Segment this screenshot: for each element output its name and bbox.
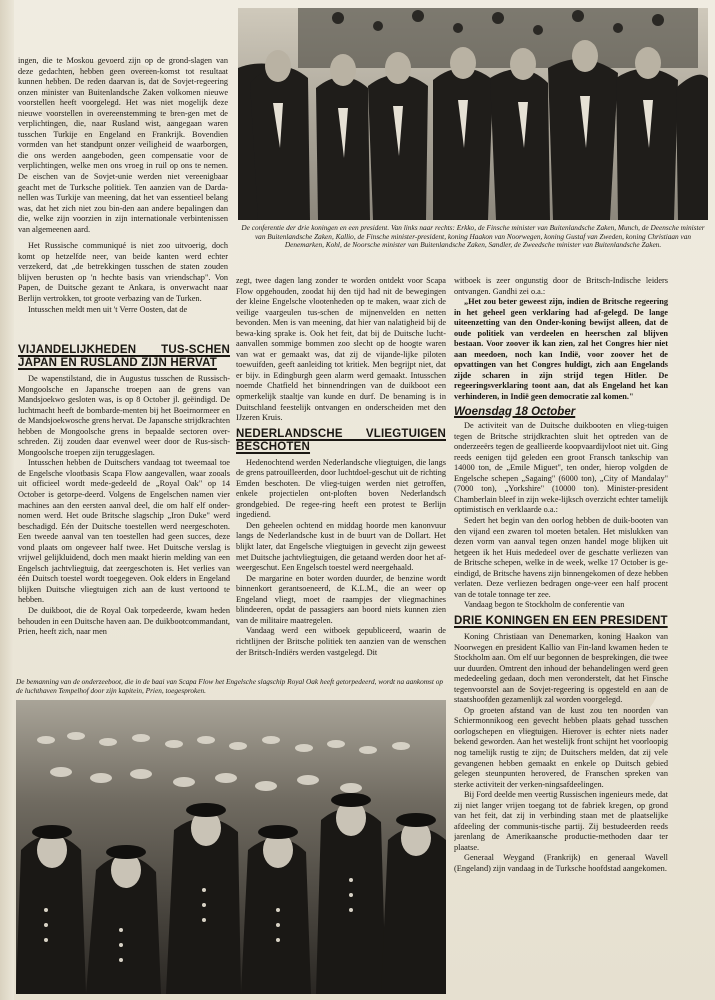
article-column-middle (236, 276, 446, 674)
crew-photo-image (16, 700, 446, 994)
paragraph: Generaal Weygand (Frankrijk) en generaal Wavell (Engeland) zijn vandaag in de Turksche hoofdstad aangekomen. (454, 853, 668, 873)
paragraph: De duikboot, die de Royal Oak torpedeerde, kwam heden behouden in een Duitsche haven aan. De duikbootcommandant, Prien, heeft zich, naar men (18, 606, 230, 637)
paragraph: witboek is zeer ongunstig door de Britsch-Indische leiders ontvangen. Gandhi zei o.a.: (454, 276, 668, 296)
photo-caption-conference: De conferentie der drie koningen en een president. Van links naar rechts: Erkko, de Finsche minister van Buitenlandsche Zaken, Munch, de Deensche minister van Buitenlandsche Zaken, Kallio, de Finsche minister-president, koning Haakon van Noorwegen, koning Gustaf van Zweden, koning Christiaan van Denemarken, Kohl, de Noorsche minister van Buitenlandsche Zaken, Sandler, de Zweedsche minister van Buitenlandsche Zaken. (241, 223, 705, 250)
paragraph: Bij Ford deelde men veertig Russischen ingenieurs mede, dat zij niet langer vrijen toegang tot de fabriek kregen, op grond van het feit, dat zij in verbinding staan met de plaatselijke afdeeling der communis-tische partij. Zij bestudeerden reeds jarenlang de Amerikaansche productie-methoden daar ter plaatse. (454, 790, 668, 852)
paragraph: Den geheelen ochtend en middag hoorde men kanonvuur langs de Nederlandsche kust in de buurt van de Dollart. Het blijkt later, dat Engelsche vliegtuigen in gevecht zijn geweest met Duitsche jachtvliegtuigen, die getaand werden door het af-weergeschut. Een Engelsch toestel werd neergehaald. (236, 520, 446, 573)
headline-three-kings: DRIE KONINGEN EN EEN PRESIDENT (454, 614, 668, 627)
paragraph: Koning Christiaan van Denemarken, koning Haakon van Noorwegen en president Kallio van Fin-land kwamen heden te Stockholm aan. Om elf uur begonnen de besprekingen, die twee uur duurden. Omtrent den inhoud der behandelingen werd geen mededeeling gedaan, doch men veronderstelt, dat het Finsche tegenvoorstel aan de Sovjet-regeering is opgesteld en aan de staatshoofden gezamenlijk zal worden voorgelegd. (454, 631, 668, 705)
paragraph: Hedenochtend werden Nederlandsche vliegtuigen, die langs de grens patrouilleerden, door luchtdoel-geschut uit de richting Emden beschoten. De vlieg-tuigen werden niet getroffen, enkele projectielen ont-ploften boven Nederlandsch grondgebied. De regee-ring heeft een protest te Berlijn ingediend. (236, 457, 446, 520)
paragraph: De margarine en boter worden duurder, de benzine wordt binnenkort gerantsoeneerd, de K.L.M., die an weer op Engeland vliegt, moet de raampjes der vliegmachines blindeeren, opdat de passagiers aan boord niets kunnen zien van de militaire maatregelen. (236, 573, 446, 625)
photo-conference (238, 8, 708, 220)
paragraph: Het Russische communiqué is niet zoo uitvoerig, doch komt op hetzelfde neer, van beide kanten werd echter verzekerd, dat „de betrekkingen tusschen de staten zouden blijven berusten op 'n hechte basis van vriendschap". Von Papen, de Duitsche gezant te Ankara, is onverwacht naar Berlijn vertrokken, tot groote verbazing van de Turken. (18, 241, 228, 304)
paragraph: Vandaag werd een witboek gepubliceerd, waarin de richtlijnen der Britsche politiek ten aanzien van de wenschen der Britsch-Indiërs werden vastgelegd. Dit (236, 626, 446, 657)
conference-photo-image (238, 8, 708, 220)
paragraph: De activiteit van de Duitsche duikbooten en vlieg-tuigen tegen de Britsche strijdkrachten sluit het optreden van de onderzeeërs tegen de geallieerde koopvaardijvloot niet uit. Ging reeds eenigen tijd geleden een groot Fransch tankschip van 14000 ton, de „Emile Miguet", ten onder, hierop volgden de Engelsche schepen „Sagaing" (6000 ton), „City of Mandalay" (7000 ton), „Yorkshire" (10000 ton). Minister-president Chamberlain bleef in zijn weke-lijksch overzicht echter tamelijk optimistisch en verklaarde o.a.: (454, 421, 668, 515)
headline-japan-russia: VIJANDELIJKHEDEN TUS-SCHEN JAPAN EN RUSLAND ZIJN HERVAT (18, 344, 230, 369)
paragraph: Sedert het begin van den oorlog hebben de duik-booten van den vijand een zwaren tol moeten betalen. Het mislukken van dezen vorm van aanval tegen onzen handel moge blijken uit hetgeen ik het Huis mededeel over de geschatte verliezen van de Britsche schepen, welke in de week, welke 17 October is ge-eindigd, de Britsche havens zijn binnengekomen of deze hebben verlaten. Deze verliezen bedragen onge-veer een half procent van de totale tonnage ter zee. (454, 516, 668, 599)
paragraph: zegt, twee dagen lang zonder te worden ontdekt voor Scapa Flow opgehouden, zoodat hij den tijd had nit de bewegingen der kleine Engelsche vlootenheden op te maken, waar zich de veilige vaargeulen tus-schen de mijnenvelden en netten bevonden. Men is van meening, dat hier van nalatigheid bij de bewa-king sprake is. Ook het feit, dat bij de Duitsche lucht-aanvallen sommige bommen zoo slecht op de hoogte waren van wat er gemaakt was, dat zij de vijande-lijke piloten toewuifden, geeft aanleiding tot kritiek. Men begrijpt niet, dat er bijv. in Edingburgh geen alarm werd gemaakt. Intusschen noemde Chatfield het binnendringen van de duikboot een opmerkelijk staaltje van kunde en durf. De benaming is in Duitschland feestelijk ontvangen en onderscheiden met den IJzeren Kruis. (236, 276, 446, 423)
photo-submarine-crew (16, 700, 446, 994)
paragraph: Intusschen meldt men uit 't Verre Oosten, dat de (28, 304, 188, 314)
paragraph: ingen, die te Moskou gevoerd zijn op de grond-slagen van deze gedachten, hebben geen overeen-komst tot resultaat kunnen hebben. De reden daarvan is, dat de Sovjet-regeering onzen minister van Buitenlandsche Zaken volkomen nieuwe voorstellen heeft voorgelegd. Het was niet mogelijk deze nieuwe voorstellen in overeenstemming te bren-gen met de verplichtingen, die, naar Rusland wist, aangegaan waren tusschen Turkije en Engeland en Frankrijk. Bovendien vormden van het standpunt onzer veiligheid de waarborgen, die ons werden aangeboden, geen compensatie voor de verplichtingen, welke men ons vroeg in ruil op ons te nemen. De eischen van de Sovjet-unie werden niet vereenigbaar geacht met de Turksche politiek. Ten aanzien van de Darda-nellen was Turkije van meening, dat het van essentieel belang was, dat het zich niet zou bin-den aan andere bepalingen dan die, welke zijn voorzien in zijn internationale verbintenissen van algemeenen aard. (18, 56, 228, 234)
page-edge (0, 0, 14, 1000)
paragraph: Intusschen hebben de Duitschers vandaag tot tweemaal toe de Engelsche vlootbasis Scapa Flow aangevallen, waar zooals uit officieel wordt mede-gedeeld de „Royal Oak" op 14 October is getorpe-deerd. Volgens de Engelschen namen vier machines aan den eersten aanval deel, die om half elf onder-nomen werd. Het oude Britsche slagschip „Iron Duke" werd beschadigd. Eén der Duitsche toestellen werd neergeschoten. Een tweede aanval van ten toestellen had geen succes, deze vond plaats om ongeveer half twee. Het Duitsche verslag is vrijwel gelijkluidend, doch men maakt hierin melding van een Engelsch jachtvliegtuig, dat zeergeschoten is. Het verlies van één Duitsch toestel wordt toegegeven. Ook elders in Engeland blijken Duitsche vliegtuigen zich aan de kust vertoond te hebben. (18, 458, 230, 605)
paragraph: De wapenstilstand, die in Augustus tusschen de Russisch-Mongoolsche en Japansche troepen aan de grens van Mandsjoekwo gesloten was, is op 8 October jl. geëindigd. De luchtmacht heeft de bombarde-menten bij het Boeirnormeer en de Mandsjoekwosche grens hervat. De Japansche strijdkrachten hebben de Mongoolsche grens in bepaalde sectoren over-schreden. Zij zouden daar evenwel weer door de Rus-sisch-Mongoolsche troepen zijn teruggeslagen. (18, 374, 230, 457)
article-column-right (454, 276, 668, 944)
article-column-top-left (18, 56, 228, 338)
paragraph: Vandaag begon te Stockholm de conferentie van (464, 600, 625, 610)
dateline-wednesday: Woensdag 18 October (454, 405, 576, 418)
article-column-left (18, 340, 230, 674)
quote-gandhi: „Het zou beter geweest zijn, indien de Britsche regeering in het geheel geen verklaring had af-gelegd. De lange uiteenzetting van den Onder-koning bewijst alleen, dat de oude politiek van verdeelen en heerschen zal blijven bestaan. Voor zoover ik kan zien, zal het Congres hier niet aan meedoen, noch kan Indië, voor zoover het de opvattingen van het Congres huldigt, zich aan Engelands zijde scharen in zijn strijd tegen Hitler. De regeeringsverklaring toont aan, dat als Engeland het kan verhinderen, in Indië geen democratie zal komen." (454, 297, 668, 402)
paragraph: Op groeten afstand van de kust zou ten noorden van Schiermonnikoog een gevecht hebben plaats gehad tusschen oorlogschepen en vliegtuigen. Hierover is echter niets nader bekend geworden. Aan het westelijk front schijnt het voorloopig nog tamelijk rustig te zijn; de Duitschers melden, dat zij vele gevangenen hebben gemaakt en enkele op Duitsch gebied gelegen steunpunten herovered, de Franschen spreken van sterke activiteit der verken-ningsafdeelingen. (454, 705, 668, 789)
photo-caption-submarine-crew: De bemanning van de onderzeeboot, die in de baai van Scapa Flow het Engelsche slagschip Royal Oak heeft getorpedeerd, wordt na aankomst op de luchthaven Tempelhof door zijn kapitein, Prien, toegesproken. (16, 677, 444, 695)
headline-dutch-planes: NEDERLANDSCHE VLIEGTUIGEN BESCHOTEN (236, 427, 446, 453)
